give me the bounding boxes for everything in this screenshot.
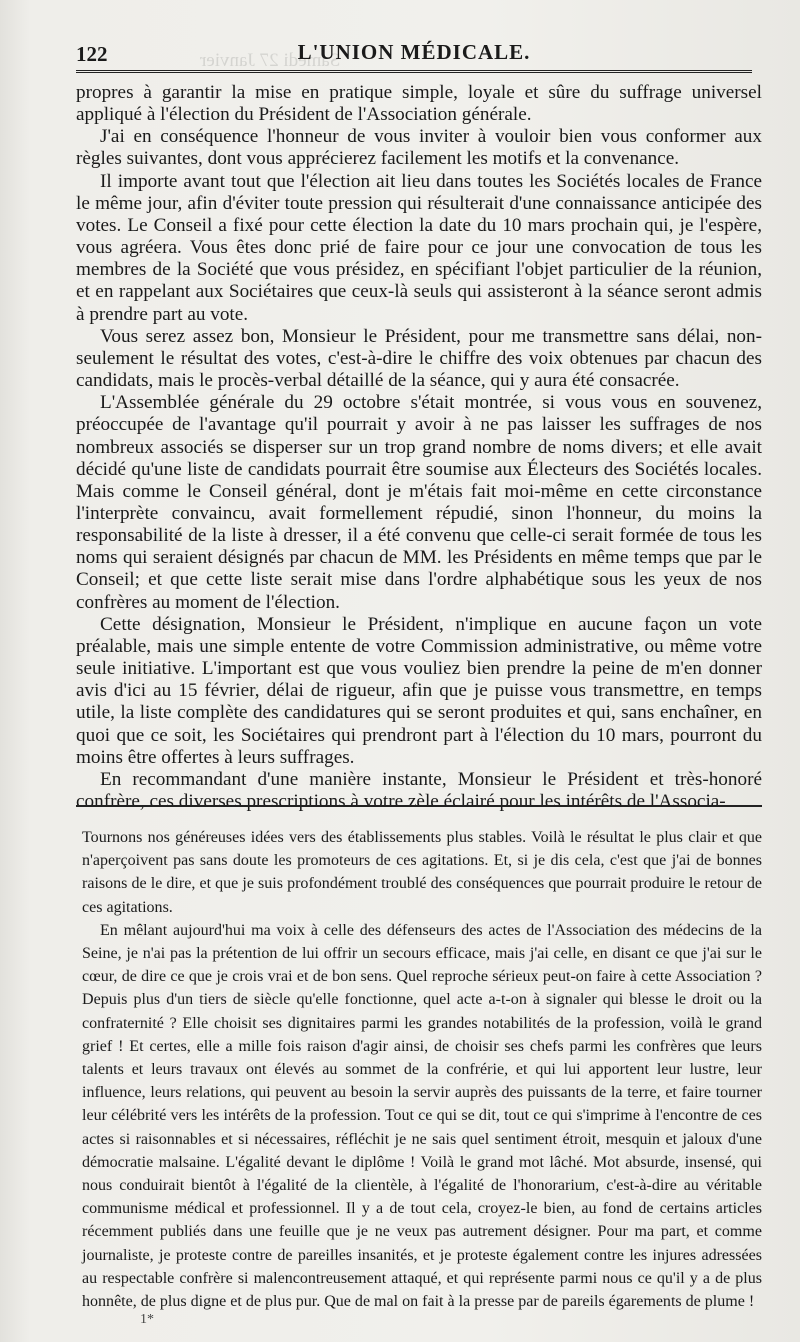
main-paragraph: Vous serez assez bon, Monsieur le Président, pour me transmettre sans délai, non-seulement le résultat des votes, c'est-à-dire le chiffre des voix obtenues par chacun des candidats, mais le procès-verbal détaillé de la séance, qui y aura été consacrée. xyxy=(76,325,762,392)
signature-mark: 1* xyxy=(140,1312,154,1327)
running-title: L'UNION MÉDICALE. xyxy=(297,40,531,64)
note-paragraph: En mêlant aujourd'hui ma voix à celle des défenseurs des actes de l'Association des médecins de la Seine, je n'ai pas la prétention de lui offrir un secours efficace, mais j'ai celle, en disant ce que j'ai sur le cœur, de dire ce que je crois vrai et de bon sens. Quel reproche sérieux peut-on faire à cette Association ? Depuis plus d'un tiers de siècle qu'elle fonctionne, quel acte a-t-on à signaler qui blesse le droit ou la confraternité ? Elle choisit ses dignitaires parmi les grandes notabilités de la profession, voilà le grand grief ! Et certes, elle a mille fois raison d'agir ainsi, de choisir ses chefs parmi les confrères que leurs talents et leurs travaux ont élevés au sommet de la confrérie, et qui lui apportent leur lustre, leur influence, leurs relations, qui peuvent au besoin la servir auprès des puissants de la terre, et faire tourner leur célébrité vers les intérêts de la profession. Tout ce qui se dit, tout ce qui s'imprime à l'encontre de ces actes si raisonnables et si nécessaires, réfléchit je ne sais quel sentiment étroit, mesquin et jaloux d'une démocratie malsaine. L'égalité devant le diplôme ! Voilà le grand mot lâché. Mot absurde, insensé, qui nous conduirait bientôt à l'égalité de la clientèle, à l'égalité de l'honorarium, c'est-à-dire au véritable communisme médical et professionnel. Il y a de tout cela, croyez-le bien, au fond de certains articles récemment publiés dans une feuille que je ne veux pas autrement désigner. Pour ma part, et comme journaliste, je proteste contre de pareilles insanités, et je proteste également contre les injures adressées au respectable confrère si malencontreusement attaqué, et qui représente parmi nous ce qu'il y a de plus honnête, de plus digne et de plus pur. Que de mal on fait à la presse par de pareils égarements de plume ! xyxy=(82,921,762,1311)
main-text xyxy=(76,82,762,813)
main-paragraph: J'ai en conséquence l'honneur de vous inviter à vouloir bien vous conformer aux règles suivantes, dont vous apprécierez facilement les motifs et la convenance. xyxy=(76,126,762,170)
feuilleton-text xyxy=(82,826,762,1313)
bleed-through-text: Samedi 27 Janvier xyxy=(200,50,341,71)
main-paragraph: En recommandant d'une manière instante, Monsieur le Président et très-honoré confrère, ces diverses prescriptions à votre zèle éclairé pour les intérêts de l'Associa- xyxy=(76,768,762,812)
page-header xyxy=(76,38,752,72)
main-paragraph: propres à garantir la mise en pratique simple, loyale et sûre du suffrage universel appliqué à l'élection du Président de l'Association générale. xyxy=(76,82,762,126)
page-number: 122 xyxy=(76,42,108,66)
main-paragraph: L'Assemblée générale du 29 octobre s'était montrée, si vous vous en souvenez, préoccupée de l'avantage qu'il pourrait y avoir à ne pas laisser les suffrages de nos nombreux associés se disperser sur un trop grand nombre de noms divers; et elle avait décidé qu'une liste de candidats pourrait être soumise aux Électeurs des Sociétés locales. Mais comme le Conseil général, dont je m'étais fait moi-même en cette circonstance l'interprète convaincu, avait formellement répudié, sinon l'honneur, du moins la responsabilité de la liste à dresser, il a été convenu que celle-ci serait formée de tous les noms qui seraient désignés par chacun de MM. les Présidents en même temps que par le Conseil; et que cette liste serait mise dans l'ordre alphabétique sous les yeux de nos confrères au moment de l'élection. xyxy=(76,392,762,613)
section-rule xyxy=(76,805,762,807)
main-paragraph: Cette désignation, Monsieur le Président, n'implique en aucune façon un vote préalable, mais une simple entente de votre Commission administrative, ou même votre seule initiative. L'important est que vous vouliez bien prendre la peine de m'en donner avis d'ici au 15 février, délai de rigueur, afin que je puisse vous transmettre, en temps utile, la liste complète des candidatures qui se seront produites et qui, sans enchaîner, en quoi que ce soit, les Sociétaires qui prendront part à l'élection du 10 mars, pourront du moins être offertes à leurs suffrages. xyxy=(76,613,762,768)
main-paragraph: Il importe avant tout que l'élection ait lieu dans toutes les Sociétés locales de France le même jour, afin d'éviter toute pression qui résulterait d'une connaissance anticipée des votes. Le Conseil a fixé pour cette élection la date du 10 mars prochain qui, je l'espère, vous agréera. Vous êtes donc prié de faire pour ce jour une convocation de tous les membres de la Société que vous présidez, en spécifiant l'objet particulier de la réunion, et en rappelant aux Sociétaires que ceux-là seuls qui assisteront à la séance seront admis à prendre part au vote. xyxy=(76,170,762,325)
header-rule xyxy=(76,70,752,73)
note-paragraph: Tournons nos généreuses idées vers des établissements plus stables. Voilà le résultat le plus clair et que n'aperçoivent pas sans doute les promoteurs de ces agitations. Et, si je dis cela, c'est que j'ai de bonnes raisons de le dire, et que je suis profondément troublé des conséquences que pourrait produire le retour de ces agitations. xyxy=(82,829,762,916)
